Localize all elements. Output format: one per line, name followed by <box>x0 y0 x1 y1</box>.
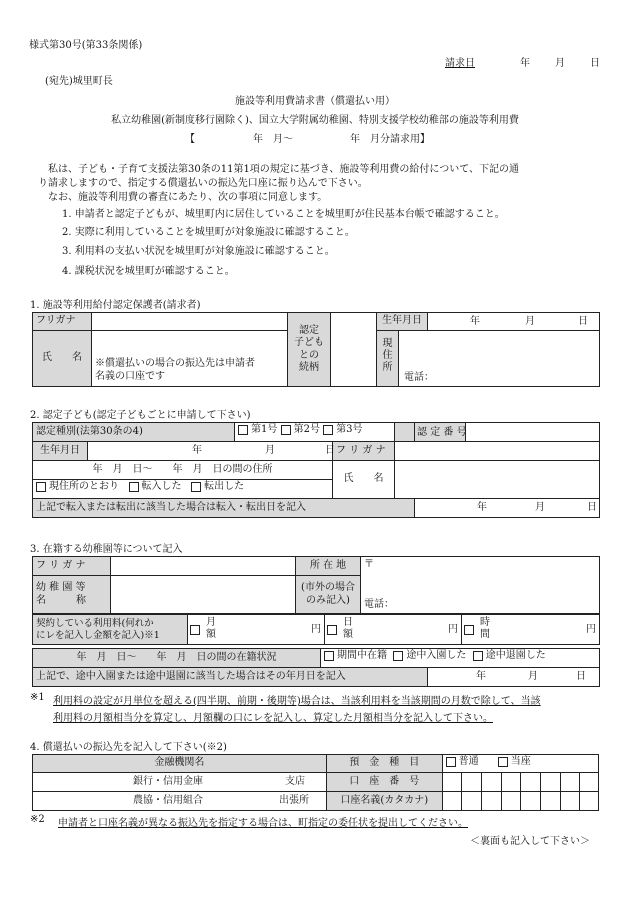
consent-item: 2. 実際に利用していることを城里町が対象施設に確認すること。 <box>62 227 355 238</box>
month-text: 月 <box>528 671 538 682</box>
midway-note: 上記で、途中入園または途中退園に該当した場合はその年月日を記入 <box>33 668 428 687</box>
year-text: 年 <box>476 671 486 682</box>
year-text: 年 <box>192 445 202 456</box>
bank-name-field[interactable] <box>33 773 327 792</box>
address-status-options <box>33 480 333 499</box>
rel-text: 認定 <box>299 324 319 336</box>
bracket-open: 【 <box>185 134 195 145</box>
year-text: 年 <box>470 316 480 327</box>
child-table <box>32 422 600 518</box>
rel-text: 続柄 <box>299 362 319 373</box>
form-number: 様式第30号(第33条関係) <box>29 40 143 51</box>
deposit-type-options <box>442 755 598 773</box>
account-digit[interactable] <box>580 773 599 792</box>
outside-text: (市外の場合 <box>301 582 355 593</box>
intro-line-2: り請求しますので、指定する償還払いの振込先口座に振り込んで下さい。 <box>38 178 368 189</box>
section-4-heading: 4. 償還払いの振込先を記入して下さい(※2) <box>30 742 227 753</box>
hourly-checkbox[interactable] <box>464 625 474 635</box>
kind-3-checkbox[interactable]: 第3号 <box>323 424 362 437</box>
midway-date-field[interactable] <box>428 668 600 687</box>
holder-char[interactable] <box>462 792 482 811</box>
consent-item: 4. 課税状況を城里町が確認すること。 <box>62 266 235 277</box>
sub-office-text: 出張所 <box>279 795 309 806</box>
day-text: 日 <box>578 316 588 327</box>
outside-text: のみ記入) <box>306 594 350 606</box>
monthly-label: 月 額 <box>206 617 216 640</box>
request-date[interactable] <box>445 54 600 69</box>
account-digit[interactable] <box>462 773 482 792</box>
postal-mark: 〒 <box>364 559 374 570</box>
holder-label: 口座名義(カタカナ) <box>326 792 442 811</box>
hourly-fee-field[interactable] <box>462 615 600 645</box>
guardian-birth-field[interactable] <box>428 313 600 331</box>
period-from: 年 月～ <box>253 134 293 145</box>
monthly-fee-field[interactable] <box>188 615 325 645</box>
date-month: 月 <box>555 58 565 69</box>
daily-label: 日 額 <box>343 617 353 640</box>
tel-label: 電話： <box>364 598 394 610</box>
fee-label-text: 契約している利用料(何れか <box>36 617 154 629</box>
location-field[interactable] <box>361 557 600 614</box>
request-date-label: 請求日 <box>445 58 475 69</box>
child-name-label: 氏 名 <box>333 461 395 499</box>
hourly-label: 時 間 <box>480 617 490 640</box>
note-1-line-1: 利用料の設定が月単位を超える(四半期、前期・後期等)場合は、当該利用料を当該期間の月数で除して、当該 <box>53 696 541 707</box>
ordinary-checkbox[interactable]: 普通 <box>446 756 479 769</box>
agri-bank-field[interactable] <box>33 792 327 811</box>
section-1-heading: 1. 施設等利用給付認定保護者(請求者) <box>30 300 201 311</box>
month-text: 月 <box>525 316 535 327</box>
name-note: 名義の口座です <box>95 370 165 382</box>
yen-unit: 円 <box>448 624 458 635</box>
enrollment-options <box>321 649 600 668</box>
kinder-label-text: 名 称 <box>36 594 86 606</box>
note-1-line-2: 利用料の月額相当分を算定し、月額欄の口にレを記入し、算定した月額相当分を記入して下さい。 <box>53 713 493 724</box>
period-address-label: 年 月 日～ 年 月 日の間の住所 <box>33 461 333 480</box>
child-birth-field[interactable] <box>88 442 333 461</box>
cert-no-label: 認 定 番 号 <box>415 423 466 441</box>
holder-char[interactable] <box>501 792 521 811</box>
consent-item: 1. 申請者と認定子どもが、城里町内に居住していることを城里町が住民基本台帳で確認すること。 <box>62 209 505 220</box>
holder-char[interactable] <box>481 792 501 811</box>
name-note: ※償還払いの場合の振込先は申請者 <box>95 358 255 369</box>
enrollment-period-label: 年 月 日～ 年 月 日の間の在籍状況 <box>33 649 321 668</box>
monthly-checkbox[interactable] <box>190 625 200 635</box>
addr-text: 現 <box>382 338 393 349</box>
daily-fee-field[interactable] <box>325 615 462 645</box>
period-title <box>185 130 430 145</box>
enrolled-checkbox[interactable]: 期間中在籍 <box>324 650 387 663</box>
kinder-name-field[interactable] <box>111 576 296 614</box>
location-label: 所 在 地 <box>296 557 361 576</box>
current-checkbox[interactable]: 当座 <box>498 756 531 769</box>
bank-name-label: 金融機関名 <box>33 755 327 773</box>
kindergarten-table <box>32 556 600 614</box>
child-birth-label: 生年月日 <box>33 442 88 461</box>
relationship-field[interactable] <box>331 313 377 387</box>
relationship-label <box>288 313 331 387</box>
moved-out-checkbox[interactable]: 転出した <box>191 481 244 494</box>
left-midway-checkbox[interactable]: 途中退園した <box>473 650 546 663</box>
midway-table <box>32 667 600 687</box>
fee-table <box>32 614 600 645</box>
address-label <box>377 331 399 386</box>
month-text: 月 <box>535 502 546 513</box>
date-day: 日 <box>590 58 600 69</box>
holder-char[interactable] <box>580 792 599 811</box>
holder-char[interactable] <box>540 792 560 811</box>
guardian-furigana-field[interactable] <box>92 313 288 331</box>
day-text: 日 <box>576 671 586 682</box>
addr-text: 住 <box>382 350 393 361</box>
cert-no-label-pad <box>395 423 415 442</box>
kind-1-checkbox[interactable]: 第1号 <box>238 424 277 437</box>
account-digit[interactable] <box>501 773 521 792</box>
furigana-label: フリガナ <box>33 313 92 331</box>
yen-unit: 円 <box>586 624 596 635</box>
rel-text: との <box>299 349 319 361</box>
account-digit[interactable] <box>481 773 501 792</box>
addressee: (宛先)城里町長 <box>45 76 113 87</box>
move-date-note: 上記で転入または転出に該当した場合は転入・転出日を記入 <box>33 499 415 518</box>
day-text: 日 <box>587 502 598 513</box>
consent-item: 3. 利用料の支払い状況を城里町が対象施設に確認すること。 <box>62 246 335 257</box>
rel-text: 子ども <box>294 337 324 348</box>
child-furigana-label: フ リ ガ ナ <box>333 442 395 461</box>
agri-type-text: 農協・信用組合 <box>133 795 203 806</box>
kind-2-checkbox[interactable]: 第2号 <box>281 424 320 437</box>
enrollment-table <box>32 648 600 668</box>
account-digit[interactable] <box>540 773 560 792</box>
holder-char[interactable] <box>521 792 541 811</box>
birth-label: 生年月日 <box>377 313 428 331</box>
holder-char[interactable] <box>442 792 462 811</box>
back-side-note: ＜裏面も記入して下さい＞ <box>470 836 590 847</box>
kinder-name-label <box>33 576 111 614</box>
day-text: 日 <box>325 445 335 456</box>
joined-midway-checkbox[interactable]: 途中入園した <box>393 650 466 663</box>
cert-kind-options <box>235 423 395 442</box>
form-title: 施設等利用費請求書（償還払い用） <box>235 96 395 107</box>
move-date-field[interactable] <box>415 499 600 518</box>
name-label: 氏 名 <box>33 331 92 387</box>
addr-text: 所 <box>382 362 393 373</box>
note-2-mark: ※2 <box>30 814 45 825</box>
kinder-furigana-field[interactable] <box>111 557 296 576</box>
cert-no-field[interactable] <box>415 423 600 442</box>
yen-unit: 円 <box>311 624 321 635</box>
date-year: 年 <box>520 58 530 69</box>
kinder-label-text: 幼 稚 園 等 <box>36 582 86 593</box>
intro-line-1: 私は、子ども・子育て支援法第30条の11第1項の規定に基づき、施設等利用費の給付について、下記の通 <box>48 164 520 175</box>
account-no-label: 口 座 番 号 <box>326 773 442 792</box>
bank-type-text: 銀行・信用金庫 <box>133 776 203 787</box>
same-address-checkbox[interactable]: 現住所のとおり <box>36 481 119 494</box>
guardian-name-field[interactable] <box>92 331 288 387</box>
account-digit[interactable] <box>521 773 541 792</box>
branch-text: 支店 <box>285 776 305 787</box>
cert-kind-label: 認定種別(法第30条の4) <box>33 423 235 442</box>
month-text: 月 <box>265 445 275 456</box>
account-digit[interactable] <box>442 773 462 792</box>
daily-checkbox[interactable] <box>327 625 337 635</box>
period-to: 年 月分請求用】 <box>350 134 430 145</box>
guardian-table <box>32 312 600 387</box>
fee-label <box>33 615 188 645</box>
outside-note <box>296 576 361 614</box>
fee-label-text: にレを記入し金額を記入)※1 <box>36 629 160 641</box>
year-text: 年 <box>477 502 488 513</box>
section-2-heading: 2. 認定子ども(認定子どもごとに申請して下さい) <box>30 410 251 421</box>
intro-line-3: なお、施設等利用費の審査にあたり、次の事項に同意します。 <box>48 192 328 203</box>
moved-in-checkbox[interactable]: 転入した <box>129 481 182 494</box>
note-2-text: 申請者と口座名義が異なる振込先を指定する場合は、町指定の委任状を提出してください。 <box>58 818 468 829</box>
tel-label: 電話： <box>404 371 434 383</box>
holder-char[interactable] <box>560 792 580 811</box>
account-digit[interactable] <box>560 773 580 792</box>
kinder-furigana-label: フ リ ガ ナ <box>33 557 111 576</box>
bank-table <box>32 754 599 811</box>
child-name-field[interactable] <box>395 461 600 499</box>
deposit-type-label: 預 金 種 目 <box>326 755 442 773</box>
form-subtitle: 私立幼稚園(新制度移行園除く)、国立大学附属幼稚園、特別支援学校幼稚部の施設等利用費 <box>111 115 519 126</box>
section-3-heading: 3. 在籍する幼稚園等について記入 <box>30 544 183 555</box>
note-1-mark: ※1 <box>30 692 45 703</box>
guardian-address-field[interactable] <box>377 331 600 387</box>
child-furigana-field[interactable] <box>395 442 600 461</box>
